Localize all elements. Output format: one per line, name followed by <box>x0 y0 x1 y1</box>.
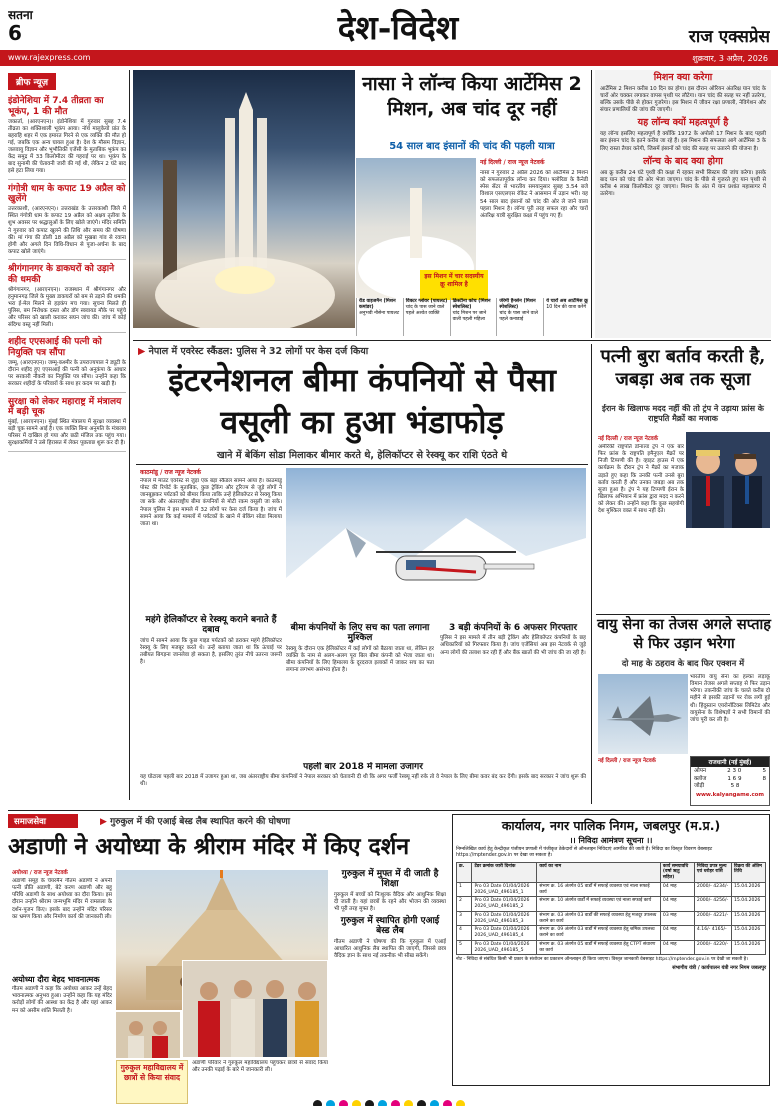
tender-table-body <box>457 882 766 954</box>
box-3-heading: महंगे हेलिकॉप्टर से रेस्क्यू कराने बनाते हैं दबाव <box>145 615 277 636</box>
gurukul-heading-2: गुरुकुल में स्थापित होगी एआई बेस्ड लैब <box>340 916 440 937</box>
samaj-headline: अडाणी ने अयोध्या के श्रीराम मंदिर में किए दर्शन <box>8 833 410 860</box>
tender-cell: 04 माह <box>660 926 694 940</box>
registration-dot <box>417 1100 426 1106</box>
tender-cell: 1 <box>457 882 472 896</box>
lottery-rows <box>691 767 769 792</box>
crew-member-text: 10 दिन की यात्रा करेंगे <box>546 304 587 310</box>
website-link[interactable]: www.rajexpress.com <box>8 53 91 62</box>
page-label: सतना <box>8 8 33 22</box>
tender-cell: 15.04.2026 <box>731 926 765 940</box>
adani-smaller-photo <box>116 1012 180 1058</box>
gurukul-box-body: अडाणी परिवार ने गुरुकुल महाविद्यालय पहुंचकर छात्रों से संवाद किया और उनकी पढ़ाई के बारे में जानकारी ली। <box>192 1060 328 1074</box>
column-divider <box>129 70 130 800</box>
brief-item-body: जम्मू, (आरएनएन)। जम्मू-कश्मीर के उपराज्यपाल ने ड्यूटी के दौरान शहीद हुए एएसआई की पत्नी को अनुकंपा के आधार पर सरकारी नौकरी का नियुक्ति पत्र सौंपा। उन्होंने कहा कि सरकार शहीदों के परिवारों के साथ हर कदम पर खड़ी है। <box>8 360 126 388</box>
tender-cell: 2 <box>457 897 472 911</box>
mission-head-1: मिशन क्या करेगा <box>653 72 713 83</box>
tender-cell: संभाग क्र. 03 अंतर्गत 05 वार्डों में सफाई व्यवस्था हेतु CTPT संधारण का कार्य <box>537 940 661 954</box>
tender-cell: 04 माह <box>660 940 694 954</box>
tender-row <box>457 926 766 940</box>
crew-badge: इस मिशन में चार सदस्यीय क्रू शामिल है <box>420 270 488 300</box>
insurance-box-2 <box>440 620 586 760</box>
tender-cell: संभाग क्र. 16 अंतर्गत 05 वार्डों में सफाई व्यवस्था एवं नाला सफाई कार्य <box>537 882 661 896</box>
tender-table <box>456 862 766 956</box>
gurukul-body-2: गौतम अडाणी ने घोषणा की कि गुरुकुल में एआई आधारित आधुनिक लैब स्थापित की जाएगी, जिससे छात्र वैदिक ज्ञान के साथ नई तकनीक भी सीख सकेंगे। <box>334 938 446 959</box>
samaj-kicker: ▶ गुरुकुल में की एआई बेस्ड लैब स्थापित करने की घोषणा <box>100 817 291 827</box>
brief-divider <box>8 451 126 452</box>
horizontal-rule <box>8 810 770 811</box>
brief-news-list <box>8 96 126 452</box>
tender-column-header: विक्रय की अंतिम तिथि <box>731 862 765 882</box>
crew-member <box>356 298 403 336</box>
gurukul-body-1: गुरुकुल में बच्चों को निःशुल्क वैदिक और आधुनिक शिक्षा दी जाती है। यहां छात्रों के रहने और भोजन की व्यवस्था भी पूरी तरह मुफ्त है। <box>334 891 446 912</box>
insurance-box-1 <box>286 620 434 760</box>
crew-member <box>450 298 497 336</box>
brief-item-body: श्रीगंगानगर, (आरएनएन)। राजस्थान में श्रीगंगानगर और हनुमानगढ़ जिले के मुख्य डाकघरों को बम से उड़ाने की धमकी भरा ई-मेल मिलने से हड़कंप मच गया। सूचना मिलते ही पुलिस, बम निरोधक दस्ता और डॉग स्क्वायड मौके पर पहुंचे और परिसर को खाली कराकर सघन जांच की। जांच में कोई संदिग्ध वस्तु नहीं मिली। <box>8 286 126 329</box>
tender-table-header <box>457 862 766 882</box>
crew-member-name: रीड वाइजमैन (मिशन कमांडर) <box>359 299 396 310</box>
lottery-cell: जोड़ी <box>694 783 705 790</box>
samaj-sub <box>12 972 112 1100</box>
rocket-launch-photo <box>133 70 355 328</box>
tender-cell: 15.04.2026 <box>731 911 765 925</box>
tejas-jet-photo <box>598 674 688 754</box>
registration-dot <box>404 1100 413 1106</box>
crew-member-text: चांद के पास जाने वाले पहले अश्वेत व्यक्ति <box>405 304 445 316</box>
tender-column-header: टेंडर क्रमांक जारी दिनांक <box>472 862 537 882</box>
brief-divider <box>8 332 126 333</box>
insurance-headline: इंटरनेशनल बीमा कंपनियों से पैसा वसूली का हुआ भंडाफोड़ <box>168 361 556 441</box>
brief-item-heading: सुरक्षा को लेकर महाराष्ट्र में मंत्रालय में बड़ी चूक <box>8 396 122 418</box>
crew-member <box>403 298 450 336</box>
mission-body-3: अब क्रू करीब 24 घंटे पृथ्वी की कक्षा में रहकर सभी सिस्टम की जांच करेगा। इसके बाद यान को चांद की ओर भेजा जाएगा। चांद के पीछे से गुजरते हुए यान पृथ्वी से करीब 4 लाख किलोमीटर दूर जाएगा। मिशन के अंत में यान प्रशांत महासागर में उतरेगा। <box>600 169 766 198</box>
registration-dot <box>313 1100 322 1106</box>
tender-cell: 15.04.2026 <box>731 882 765 896</box>
lottery-cell: 8 <box>762 775 766 782</box>
tender-cell: संभाग क्र. 03 अंतर्गत 03 वार्डों की सफाई व्यवस्था हेतु मजदूर उपलब्ध कराने का कार्य <box>537 911 661 925</box>
page-number-block <box>8 6 68 50</box>
tender-column-header: कार्य समयावधि (वर्षा ऋतु सहित) <box>660 862 694 882</box>
section-title: देश-विदेश <box>337 8 459 47</box>
registration-dot <box>378 1100 387 1106</box>
mission-head-3: लॉन्च के बाद क्या होगा <box>643 155 723 167</box>
brief-divider <box>8 179 126 180</box>
tender-intro: निम्नलिखित कार्य हेतु केन्द्रीकृत पंजीयन प्रणाली में पंजीकृत ठेकेदारों से ऑनलाइन निविदाएं आमंत्रित की जाती हैं। निविदा का विस्तृत विवरण वेबसाइट https://mptender.gov.in पर देखा जा सकता है। <box>456 847 713 859</box>
tender-cell: 5 <box>457 940 472 954</box>
crew-member-name: विक्टर ग्लोवर (पायलट) <box>405 299 448 304</box>
tender-cell: Pro 03 Date 01/04/2026 2026_UAD_496185_3 <box>472 911 537 925</box>
horizontal-rule <box>136 464 588 465</box>
column-divider <box>591 344 592 804</box>
tender-row <box>457 897 766 911</box>
crew-member-name: ये चारों अब आर्टेमिस क्रू <box>546 299 588 304</box>
registration-dot <box>352 1100 361 1106</box>
brand-name: राज एक्सप्रेस <box>688 27 770 47</box>
horizontal-rule <box>133 340 771 341</box>
lottery-cell: 1 6 9 <box>727 775 742 782</box>
trump-subhead: ईरान के खिलाफ मदद नहीं की तो ट्रंप ने उड़ाया फ्रांस के राष्ट्रपति मैक्रों का मजाक <box>602 404 764 424</box>
brief-item-heading: श्रीगंगानगर के डाकघरों को उड़ाने की धमकी <box>8 264 115 285</box>
nasa-body: नासा ने गुरुवार 2 अप्रैल 2026 को आर्टेमिस 2 मिशन को सफलतापूर्वक लॉन्च कर दिया। फ्लोरिडा के कैनेडी स्पेस सेंटर से भारतीय समयानुसार सुबह 3.54 बजे विशाल एसएलएस रॉकेट ने आसमान में उड़ान भरी। यह 54 साल बाद इंसानों को चांद की ओर ले जाने वाला पहला मिशन है। लॉन्च पूरी तरह सफल रहा और चारों अंतरिक्ष यात्री सुरक्षित कक्षा में पहुंच गए हैं। <box>480 170 588 219</box>
lottery-row <box>694 768 766 776</box>
registration-dots <box>0 1094 778 1106</box>
header-bar <box>0 50 778 66</box>
tender-cell: 04 माह <box>660 882 694 896</box>
brief-divider <box>8 259 126 260</box>
tejas-headline: वायु सेना का तेजस अगले सप्ताह से फिर उड़ान भरेगा <box>597 616 771 652</box>
crew-member-name: जेरेमी हैनसेन (मिशन स्पेशलिस्ट) <box>499 299 536 310</box>
brief-divider <box>8 392 126 393</box>
crew-member-text: चांद के पास जाने वाले पहले कनाडाई <box>499 310 538 322</box>
registration-dot <box>443 1100 452 1106</box>
lottery-cell: 2 3 0 <box>727 768 742 774</box>
mission-head-2: यह लॉन्च क्यों महत्वपूर्ण है <box>637 117 729 129</box>
gurukul-heading-1: गुरुकुल में मुफ्त में दी जाती है शिक्षा <box>341 869 439 890</box>
brief-item-body: मुंबई, (आरएनएन)। मुंबई स्थित मंत्रालय में सुरक्षा व्यवस्था में बड़ी चूक सामने आई है। एक व्यक्ति बिना अनुमति के मंत्रालय परिसर में दाखिल हो गया और छठी मंजिल तक पहुंच गया। सुरक्षाकर्मियों ने उसे हिरासत में लेकर पूछताछ शुरू कर दी है। <box>8 419 126 447</box>
brief-news-column <box>8 70 126 790</box>
lottery-row <box>694 776 766 784</box>
crew-member <box>496 298 543 336</box>
crew-member <box>543 298 590 336</box>
lottery-row <box>694 783 766 791</box>
registration-dot <box>456 1100 465 1106</box>
tender-cell: 2000/- 4220/- <box>694 940 731 954</box>
registration-dot <box>391 1100 400 1106</box>
tejas-subhead: दो माह के ठहराव के बाद फिर एक्शन में <box>621 658 745 668</box>
samaj-label: समाजसेवा <box>8 814 78 828</box>
crew-member-name: क्रिस्टीना कोच (मिशन स्पेशलिस्ट) <box>452 299 491 310</box>
registration-dot <box>365 1100 374 1106</box>
tender-row <box>457 911 766 925</box>
tejas-body: भारतीय वायु सेना का हल्का लड़ाकू विमान तेजस अगले सप्ताह से फिर उड़ान भरेगा। तकनीकी जांच के चलते करीब दो महीने से इसकी उड़ानों पर रोक लगी हुई थी। हिंदुस्तान एयरोनॉटिक्स लिमिटेड और वायुसेना के विशेषज्ञों ने सभी विमानों की जांच पूरी कर ली है। <box>690 674 770 723</box>
insurance-box-3 <box>140 612 282 762</box>
nasa-headline: नासा ने लॉन्च किया आर्टेमिस 2 मिशन, अब चांद दूर नहीं <box>362 73 582 120</box>
insurance-dateline: काठमांडू / राज न्यूज नेटवर्क <box>140 469 202 476</box>
tejas-dateline: नई दिल्ली / राज न्यूज नेटवर्क <box>598 758 656 764</box>
kicker-text: नेपाल में एवरेस्ट स्कैंडल: पुलिस ने 32 लोगों पर केस दर्ज किया <box>148 346 369 357</box>
mission-body-1: आर्टेमिस 2 मिशन करीब 10 दिन का होगा। इस दौरान ओरियन अंतरिक्ष यान चांद के चारों ओर चक्कर लगाकर वापस पृथ्वी पर लौटेगा। यान चांद की सतह पर नहीं उतरेगा, बल्कि उसके पीछे से होकर गुजरेगा। इस मिशन में जीवन रक्षा प्रणाली, नेविगेशन और संचार प्रणालियों की जांच की जाएगी। <box>600 85 766 114</box>
tender-cell: Pro 03 Date 01/04/2026 2026_UAD_496185_1 <box>472 882 537 896</box>
tender-column-header: निविदा प्रपत्र मूल्य एवं धरोहर राशि <box>694 862 731 882</box>
lottery-box <box>690 756 770 806</box>
tender-row <box>457 882 766 896</box>
lottery-cell: क्लोज <box>694 775 707 782</box>
box-2-body: पुलिस ने इस मामले में तीन बड़ी ट्रेकिंग और हेलिकॉप्टर कंपनियों के छह अधिकारियों को गिरफ्तार किया है। जांच एजेंसियां अब इस नेटवर्क से जुड़े अन्य लोगों की तलाश कर रही हैं और बैंक खातों की भी जांच की जा रही है। <box>440 635 586 656</box>
registration-dot <box>339 1100 348 1106</box>
brief-news-label: ब्रीफ न्यूज़ <box>8 73 56 90</box>
trump-dateline: नई दिल्ली / राज न्यूज नेटवर्क <box>598 436 659 442</box>
samaj-kicker-text: गुरुकुल में की एआई बेस्ड लैब स्थापित करने की घोषणा <box>110 817 291 827</box>
samaj-sub-heading: अयोध्या दौरा बेहद भावनात्मक <box>12 975 100 984</box>
tender-cell: 4.16/- 4165/- <box>694 926 731 940</box>
samaj-dateline: अयोध्या / राज न्यूज नेटवर्क <box>12 870 68 876</box>
box-3-body: जांच में सामने आया कि कुछ गाइड पर्यटकों को डराकर महंगे हेलिकॉप्टर रेस्क्यू के लिए मजबूर करते थे। उन्हें बताया जाता था कि ऊंचाई पर तबीयत बिगड़ना जानलेवा हो सकता है, इसलिए तुरंत नीचे उतरना जरूरी है। <box>140 637 282 666</box>
bottom-heading: पहली बार 2018 में मामला उजागर <box>303 762 423 772</box>
insurance-bottom <box>140 762 586 808</box>
brief-item-heading: शहीद एएसआई की पत्नी को नियुक्ति पत्र सौंपा <box>8 337 102 359</box>
brief-item-body: उत्तरकाशी, (आरएनएन)। उत्तराखंड के उत्तरकाशी जिले में स्थित गंगोत्री धाम के कपाट 19 अप्रैल को अक्षय तृतीया के शुभ अवसर पर श्रद्धालुओं के लिए खोले जाएंगे। मंदिर समिति ने गुरुवार को कपाट खुलने की तिथि और समय की घोषणा की। मां गंगा की डोली 18 अप्रैल को मुखबा गांव से रवाना होगी और अगले दिन विधि-विधान से पूजा-अर्चना के बाद कपाट खोले जाएंगे। <box>8 206 126 255</box>
tender-cell: 3 <box>457 911 472 925</box>
tender-cell: 04 माह <box>660 897 694 911</box>
tender-cell: 15.04.2026 <box>731 940 765 954</box>
box-2-heading: 3 बड़ी कंपनियों के 6 अफसर गिरफ्तार <box>448 623 578 633</box>
gurukul-box-heading: गुरुकुल महाविद्यालय में छात्रों से किया संवाद <box>120 1063 184 1082</box>
registration-dot <box>326 1100 335 1106</box>
column-divider <box>591 70 592 338</box>
helicopter-photo <box>286 468 586 618</box>
tender-cell: 2000/- 4256/- <box>694 897 731 911</box>
mission-sidebar <box>595 70 771 338</box>
tender-cell: 2000/- 4234/- <box>694 882 731 896</box>
tender-cell: 2000/- 4221/- <box>694 911 731 925</box>
crew-member-text: अनुभवी नौसेना पायलट <box>359 310 400 316</box>
trump-body: अमेरिकी राष्ट्रपति डोनाल्ड ट्रंप ने एक बार फिर फ्रांस के राष्ट्रपति इमैनुएल मैक्रों पर निजी टिप्पणी की है। व्हाइट हाउस में एक कार्यक्रम के दौरान ट्रंप ने मैक्रों का मजाक उड़ाते हुए कहा कि उनकी पत्नी उनसे बुरा बर्ताव करती हैं और उनका जबड़ा अब तक सूजा हुआ है। ट्रंप ने यह टिप्पणी ईरान के खिलाफ अभियान में फ्रांस द्वारा मदद न करने को लेकर की। उन्होंने कहा कि कुछ सहयोगी देश मुश्किल वक्त में साथ नहीं देते। <box>598 444 684 515</box>
tender-cell: 15.04.2026 <box>731 897 765 911</box>
tender-column-header: क्र. <box>457 862 472 882</box>
samaj-body: अडाणी समूह के चेयरमैन गौतम अडाणी ने अपनी पत्नी प्रीति अडाणी, बेटे करण अडाणी और बहू परिधि अडाणी के साथ अयोध्या का दौरा किया। इस दौरान उन्होंने श्रीराम जन्मभूमि मंदिर में रामलला के दर्शन-पूजन किए। इसके बाद उन्होंने मंदिर परिसर का भ्रमण किया और निर्माण कार्य की जानकारी ली। <box>12 878 112 920</box>
crew-row <box>356 298 590 336</box>
trump-headline: पत्नी बुरा बर्ताव करती है, जबड़ा अब तक सूजा <box>600 346 766 390</box>
tender-cell: Pro 03 Date 01/04/2026 2026_UAD_496185_2 <box>472 897 537 911</box>
box-1-heading: बीमा कंपनियों के लिए सच का पता लगाना मुश्किल <box>290 623 430 644</box>
tender-title: ।। निविदा आमंत्रण सूचना ।। <box>569 836 653 846</box>
lottery-cell: ओपन <box>694 768 707 774</box>
horizontal-rule <box>596 614 770 615</box>
lottery-site[interactable]: www.kalyangame.com <box>695 791 765 798</box>
lottery-cell: 5 <box>762 768 766 774</box>
crew-member-text: चांद मिशन पर जाने वाली पहली महिला <box>452 310 487 322</box>
tender-cell: 03 माह <box>660 911 694 925</box>
box-1-body: रेस्क्यू के दौरान एक हेलिकॉप्टर में कई लोगों को बैठाया जाता था, लेकिन हर व्यक्ति के नाम से अलग-अलग पूरा बिल बीमा कंपनी को भेजा जाता था। बीमा कंपनियों के लिए हिमालय के दूरदराज इलाकों में जाकर सच का पता लगाना लगभग असंभव होता है। <box>286 645 434 674</box>
lottery-title: राजधानी (नई मुंबई) <box>691 757 769 767</box>
insurance-kicker: ▶ नेपाल में एवरेस्ट स्कैंडल: पुलिस ने 32 लोगों पर केस दर्ज किया <box>138 346 369 357</box>
tender-cell: संभाग क्र. 09 अंतर्गत 03 वार्डों में सफाई व्यवस्था हेतु श्रमिक उपलब्ध कराने का कार्य <box>537 926 661 940</box>
brief-item-heading: इंडोनेशिया में 7.4 तीव्रता का भूकंप, 1 की मौत <box>8 96 104 117</box>
gurukul-column <box>334 866 446 1102</box>
lottery-cell: 5 8 <box>730 783 740 790</box>
tender-notice <box>452 814 770 1086</box>
tender-cell: संभाग क्र. 10 अंतर्गत वार्डों में सफाई व्यवस्था एवं नाला सफाई कार्य <box>537 897 661 911</box>
adani-family-photo <box>182 960 328 1058</box>
trump-macron-photo <box>686 432 770 528</box>
tender-cell: Pro 03 Date 01/04/2026 2026_UAD_496185_5 <box>472 940 537 954</box>
samaj-sub-body: गौतम अडाणी ने कहा कि अयोध्या आकर उन्हें बेहद भावनात्मक अनुभव हुआ। उन्होंने कहा कि यह मंदिर करोड़ों लोगों की आस्था का केंद्र है और यहां आकर मन को असीम शांति मिलती है। <box>12 986 112 1014</box>
brief-item-body: जकार्ता, (आरएनएन)। इंडोनेशिया में गुरुवार सुबह 7.4 तीव्रता का शक्तिशाली भूकंप आया। नॉर्थ मालुकेयो प्रांत के बहराहि शहर में एक इमारत गिरने से एक व्यक्ति की मौत हो गई, जबकि एक अन्य घायल हुआ है। देश के मौसम विज्ञान, जलवायु विज्ञान और भूभौतिकी एजेंसी के मुताबिक भूकंप का केंद्र समुद्र में 33 किलोमीटर की गहराई पर था। भूकंप के बाद सुनामी की चेतावनी जारी की गई थी, लेकिन 2 घंटे बाद इसे हटा लिया गया। <box>8 118 126 175</box>
mission-body-2: यह लॉन्च इसलिए महत्वपूर्ण है क्योंकि 1972 के अपोलो 17 मिशन के बाद पहली बार इंसान चांद के इतने करीब जा रहे हैं। इस मिशन की सफलता आगे आर्टेमिस 3 के लिए रास्ता तैयार करेगी, जिसमें इंसानों को चांद की सतह पर उतारने की योजना है। <box>600 131 766 152</box>
registration-dot <box>430 1100 439 1106</box>
tender-cell: Pro 03 Date 01/04/2026 2026_UAD_496185_4 <box>472 926 537 940</box>
page-number: 6 <box>8 21 22 45</box>
insurance-col-1: नेपाल में माउंट एवरेस्ट से जुड़ा एक बड़ा स्कैंडल सामने आया है। काठमांडू पोस्ट की रिपोर्ट के मुताबिक, कुछ ट्रेकिंग और टूरिज्म से जुड़े लोगों ने जानबूझकर पर्यटकों को बीमार किया ताकि उन्हें हेलिकॉप्टर से रेस्क्यू किया जा सके और अंतरराष्ट्रीय बीमा कंपनियों से मोटी रकम वसूली जा सके। नेपाल पुलिस ने इस मामले में 32 लोगों पर केस दर्ज किया है। जांच में सामने आया कि कई मामलों में पर्यटकों के खाने में बेकिंग सोडा मिलाया जाता था। <box>140 478 282 527</box>
insurance-subhead: खाने में बेकिंग सोडा मिलाकर बीमार करते थे, हेलिकॉप्टर से रेस्क्यू कर राशि एंठते थे <box>216 450 508 461</box>
tender-note: नोट - निविदा से संबंधित किसी भी प्रकार के संशोधन का प्रकाशन ऑनलाइन ही किया जाएगा। विस्तृत जानकारी वेबसाइट https://mptender.gov.in पर देखी जा सकती है। <box>456 957 748 963</box>
bottom-body: यह घोटाला पहली बार 2018 में उजागर हुआ था, जब अंतरराष्ट्रीय बीमा कंपनियों ने नेपाल सरकार को चेतावनी दी थी कि अगर फर्जी रेस्क्यू नहीं रुके तो वे नेपाल के लिए बीमा कवर बंद कर देंगी। इसके बाद सरकार ने जांच शुरू की थी। <box>140 774 586 788</box>
tender-sign: संभागीय यंत्री / कार्यपालन यंत्री नगर निगम जबलपुर <box>672 965 766 972</box>
issue-date: शुक्रवार, 3 अप्रैल, 2026 <box>692 54 768 63</box>
nasa-subhead: 54 साल बाद इंसानों की चांद की पहली यात्रा <box>389 141 555 152</box>
tender-cell: 4 <box>457 926 472 940</box>
tender-row <box>457 940 766 954</box>
brief-item-heading: गंगोत्री धाम के कपाट 19 अप्रैल को खुलेंगे <box>8 183 126 205</box>
tender-column-header: कार्य का नाम <box>537 862 661 882</box>
nasa-dateline: नई दिल्ली / राज न्यूज नेटवर्क <box>480 159 545 166</box>
tender-office: कार्यालय, नगर पालिक निगम, जबलपुर (म.प्र.) <box>501 818 721 833</box>
